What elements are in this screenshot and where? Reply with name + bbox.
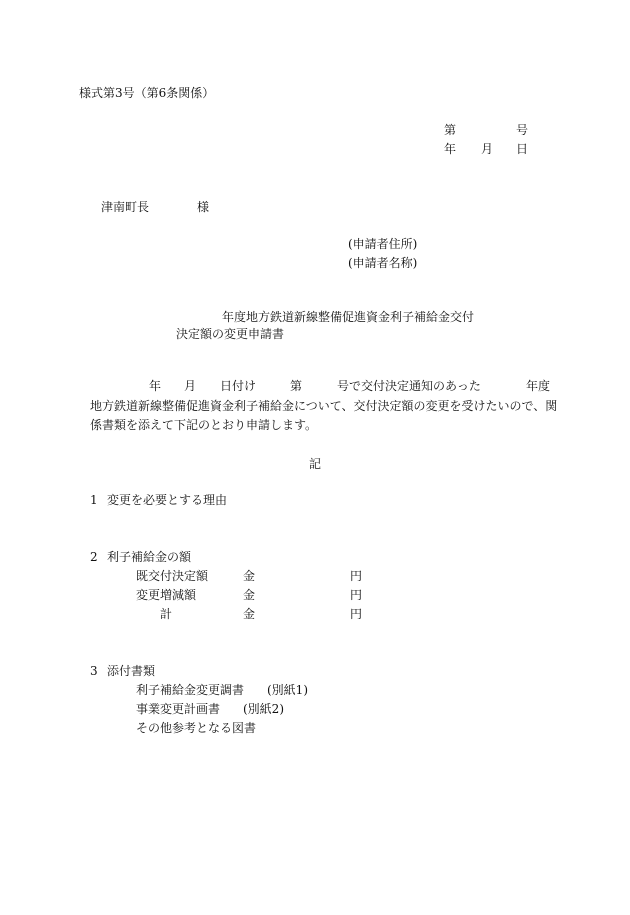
body-fiscal-year: 年度: [526, 379, 551, 393]
attachment-note: (別紙2): [243, 702, 284, 716]
body-line3: 係書類を添えて下記のとおり申請します。: [90, 418, 318, 432]
amount-label: 既交付決定額: [136, 569, 209, 583]
applicant-address-label: (申請者住所): [348, 237, 418, 251]
section2-number: 2: [90, 550, 98, 564]
number-label: 第: [444, 123, 457, 137]
section1-number: 1: [90, 493, 98, 507]
applicant-name-label: (申請者名称): [348, 256, 418, 270]
addressee-name: 津南町長: [101, 200, 150, 214]
attachment-note: (別紙1): [267, 683, 308, 697]
amount-yen: 円: [350, 607, 363, 621]
date-day: 日: [516, 142, 529, 156]
body-no: 第: [290, 379, 303, 393]
body-year: 年: [149, 379, 162, 393]
attachment-name: 利子補給金変更調書: [136, 683, 245, 697]
section3-title: 添付書類: [107, 664, 156, 678]
date-month: 月: [481, 142, 494, 156]
section2-title: 利子補給金の額: [107, 550, 192, 564]
document-title-line1: 年度地方鉄道新線整備促進資金利子補給金交付: [222, 310, 475, 324]
ki-heading: 記: [309, 457, 322, 471]
body-month: 月: [184, 379, 197, 393]
body-line2: 地方鉄道新線整備促進資金利子補給金について、交付決定額の変更を受けたいので、関: [90, 399, 558, 413]
document-title-line2: 決定額の変更申請書: [176, 327, 285, 341]
number-suffix: 号: [516, 123, 529, 137]
amount-kin: 金: [243, 569, 256, 583]
amount-label: 変更増減額: [136, 588, 197, 602]
amount-label: 計: [160, 607, 173, 621]
amount-kin: 金: [243, 588, 256, 602]
addressee-honorific: 様: [197, 200, 210, 214]
date-year: 年: [444, 142, 457, 156]
amount-yen: 円: [350, 569, 363, 583]
section1-title: 変更を必要とする理由: [107, 493, 228, 507]
attachment-name: その他参考となる図書: [136, 721, 257, 735]
body-notice: 号で交付決定通知のあった: [337, 379, 481, 393]
amount-yen: 円: [350, 588, 363, 602]
amount-kin: 金: [243, 607, 256, 621]
attachment-name: 事業変更計画書: [136, 702, 221, 716]
body-dated: 日付け: [220, 379, 257, 393]
form-number: 様式第3号（第6条関係）: [79, 86, 215, 100]
section3-number: 3: [90, 664, 98, 678]
